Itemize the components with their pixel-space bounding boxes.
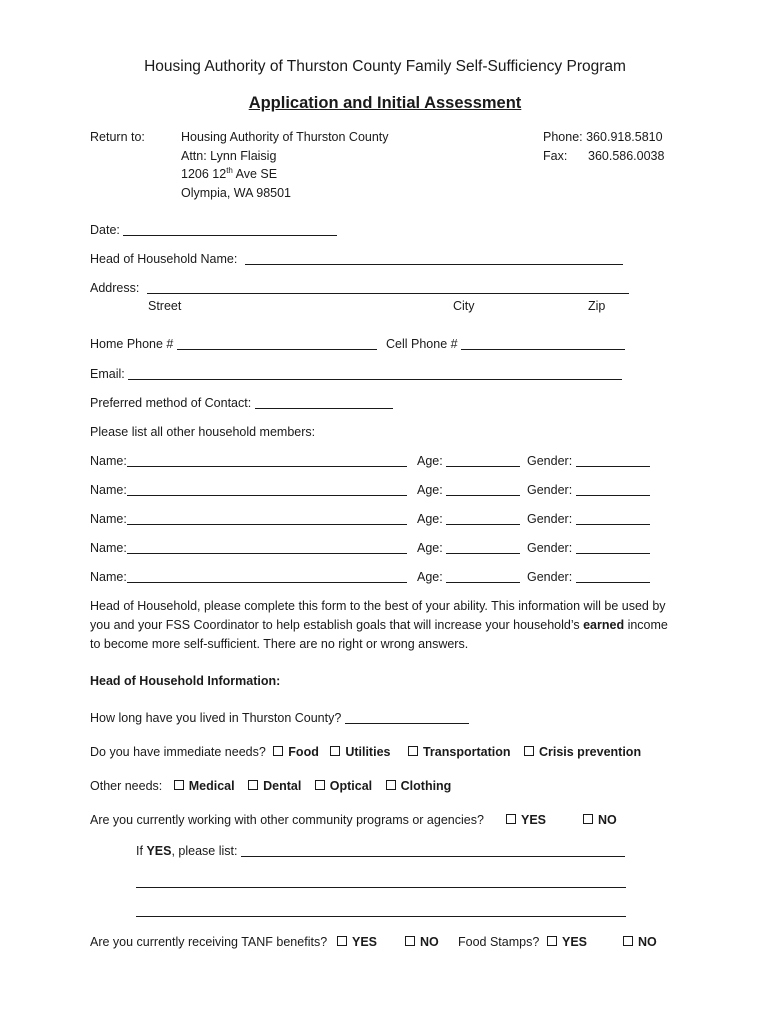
member-name-label: Name: bbox=[90, 483, 127, 497]
city-caption: City bbox=[453, 299, 475, 313]
need-label: Food bbox=[288, 745, 319, 759]
email-row bbox=[90, 368, 622, 381]
member-age bbox=[417, 513, 520, 526]
return-to-attn: Attn: Lynn Flaisig bbox=[181, 149, 277, 163]
other-option-medical[interactable] bbox=[174, 780, 235, 793]
phone-number: 360.918.5810 bbox=[586, 130, 663, 144]
need-label: Utilities bbox=[345, 745, 391, 759]
member-gender-label: Gender: bbox=[527, 570, 573, 584]
member-name-field[interactable] bbox=[127, 484, 407, 496]
street-number: 1206 12 bbox=[181, 167, 227, 181]
no-label: NO bbox=[598, 813, 617, 827]
contact-label: Preferred method of Contact: bbox=[90, 396, 252, 410]
other-needs-row bbox=[90, 780, 451, 793]
member-name-field[interactable] bbox=[127, 455, 407, 467]
home-phone-label: Home Phone # bbox=[90, 337, 174, 351]
checkbox-icon[interactable] bbox=[405, 936, 415, 946]
member-age-field[interactable] bbox=[446, 513, 520, 525]
member-gender-label: Gender: bbox=[527, 483, 573, 497]
contact-row bbox=[90, 397, 393, 410]
cell-phone-field[interactable] bbox=[461, 338, 625, 350]
tanf-no-option[interactable] bbox=[405, 936, 439, 949]
member-gender bbox=[527, 484, 650, 497]
member-name-label: Name: bbox=[90, 541, 127, 555]
fax-number: 360.586.0038 bbox=[588, 149, 665, 163]
other-option-optical[interactable] bbox=[315, 780, 372, 793]
member-gender-field[interactable] bbox=[576, 571, 650, 583]
member-age bbox=[417, 542, 520, 555]
no-label: NO bbox=[420, 935, 439, 949]
checkbox-icon[interactable] bbox=[337, 936, 347, 946]
date-field[interactable] bbox=[123, 224, 337, 236]
programs-list-line bbox=[136, 905, 626, 918]
member-gender-label: Gender: bbox=[527, 541, 573, 555]
lived-field[interactable] bbox=[345, 712, 469, 724]
address-field[interactable] bbox=[147, 282, 629, 294]
member-row bbox=[90, 484, 407, 497]
organization-name: Housing Authority of Thurston County Family Self-Sufficiency Program bbox=[144, 58, 626, 75]
checkbox-icon[interactable] bbox=[174, 780, 184, 790]
if-suffix: , please list: bbox=[171, 844, 238, 858]
programs-list-field[interactable] bbox=[241, 845, 625, 857]
street-suffix: th bbox=[226, 166, 233, 175]
other-label: Optical bbox=[329, 779, 373, 793]
need-option-crisis[interactable] bbox=[524, 746, 641, 759]
return-to-label: Return to: bbox=[90, 130, 145, 144]
street-rest: Ave SE bbox=[232, 167, 278, 181]
date-row bbox=[90, 224, 337, 237]
checkbox-icon[interactable] bbox=[273, 746, 283, 756]
intro-bold: earned bbox=[583, 618, 625, 632]
if-prefix: If bbox=[136, 844, 143, 858]
food-stamps-question: Food Stamps? bbox=[458, 935, 540, 949]
return-to-name: Housing Authority of Thurston County bbox=[181, 130, 389, 144]
member-age bbox=[417, 455, 520, 468]
yes-label: YES bbox=[562, 935, 588, 949]
section-heading: Head of Household Information: bbox=[90, 674, 281, 688]
member-row bbox=[90, 542, 407, 555]
member-gender-label: Gender: bbox=[527, 454, 573, 468]
programs-yes-option[interactable] bbox=[506, 814, 546, 827]
programs-list-field-3[interactable] bbox=[136, 905, 626, 917]
if-yes-row bbox=[136, 845, 625, 858]
member-row bbox=[90, 571, 407, 584]
tanf-question: Are you currently receiving TANF benefits? bbox=[90, 935, 328, 949]
member-name-label: Name: bbox=[90, 512, 127, 526]
need-label: Crisis prevention bbox=[538, 745, 642, 759]
lived-row bbox=[90, 712, 469, 725]
member-gender-field[interactable] bbox=[576, 484, 650, 496]
member-age-field[interactable] bbox=[446, 571, 520, 583]
member-name-label: Name: bbox=[90, 570, 127, 584]
address-row bbox=[90, 282, 629, 295]
member-gender bbox=[527, 571, 650, 584]
other-label: Medical bbox=[188, 779, 235, 793]
member-gender bbox=[527, 542, 650, 555]
tanf-yes-option[interactable] bbox=[337, 936, 377, 949]
member-row bbox=[90, 513, 407, 526]
member-age-field[interactable] bbox=[446, 455, 520, 467]
member-gender bbox=[527, 455, 650, 468]
programs-question: Are you currently working with other community programs or agencies? bbox=[90, 813, 484, 827]
programs-list-field-2[interactable] bbox=[136, 876, 626, 888]
member-gender-field[interactable] bbox=[576, 455, 650, 467]
member-age bbox=[417, 571, 520, 584]
checkbox-icon[interactable] bbox=[315, 780, 325, 790]
zip-caption: Zip bbox=[588, 299, 606, 313]
member-age bbox=[417, 484, 520, 497]
member-row bbox=[90, 455, 407, 468]
needs-question: Do you have immediate needs? bbox=[90, 745, 266, 759]
member-age-label: Age: bbox=[417, 483, 443, 497]
food-yes-option[interactable] bbox=[547, 936, 587, 949]
need-option-utilities[interactable] bbox=[330, 746, 390, 759]
member-age-label: Age: bbox=[417, 512, 443, 526]
address-label: Address: bbox=[90, 281, 140, 295]
checkbox-icon[interactable] bbox=[583, 814, 593, 824]
phone-label: Phone: bbox=[543, 130, 583, 144]
home-phone-row bbox=[90, 338, 377, 351]
head-name-row bbox=[90, 253, 623, 266]
no-label: NO bbox=[638, 935, 657, 949]
checkbox-icon[interactable] bbox=[248, 780, 258, 790]
other-needs-question: Other needs: bbox=[90, 779, 163, 793]
member-name-field[interactable] bbox=[127, 571, 407, 583]
needs-row bbox=[90, 746, 641, 759]
head-name-field[interactable] bbox=[245, 253, 623, 265]
member-age-field[interactable] bbox=[446, 542, 520, 554]
members-label: Please list all other household members: bbox=[90, 425, 316, 439]
checkbox-icon[interactable] bbox=[330, 746, 340, 756]
checkbox-icon[interactable] bbox=[408, 746, 418, 756]
yes-label: YES bbox=[521, 813, 547, 827]
need-option-food[interactable] bbox=[273, 746, 319, 759]
lived-question: How long have you lived in Thurston County? bbox=[90, 711, 342, 725]
programs-no-option[interactable] bbox=[583, 814, 617, 827]
street-caption: Street bbox=[148, 299, 182, 313]
checkbox-icon[interactable] bbox=[623, 936, 633, 946]
contact-field[interactable] bbox=[255, 397, 393, 409]
member-name-field[interactable] bbox=[127, 513, 407, 525]
fax-label: Fax: bbox=[543, 149, 568, 163]
member-age-label: Age: bbox=[417, 541, 443, 555]
checkbox-icon[interactable] bbox=[506, 814, 516, 824]
other-option-clothing[interactable] bbox=[386, 780, 452, 793]
other-label: Clothing bbox=[400, 779, 452, 793]
home-phone-field[interactable] bbox=[177, 338, 377, 350]
food-no-option[interactable] bbox=[623, 936, 657, 949]
member-age-label: Age: bbox=[417, 570, 443, 584]
member-gender-field[interactable] bbox=[576, 542, 650, 554]
cell-phone-label: Cell Phone # bbox=[386, 337, 458, 351]
return-to-city: Olympia, WA 98501 bbox=[181, 186, 292, 200]
member-age-field[interactable] bbox=[446, 484, 520, 496]
member-name-field[interactable] bbox=[127, 542, 407, 554]
intro-paragraph bbox=[90, 597, 680, 654]
phone-line bbox=[543, 131, 663, 144]
member-gender bbox=[527, 513, 650, 526]
form-title bbox=[0, 95, 770, 112]
member-gender-label: Gender: bbox=[527, 512, 573, 526]
other-option-dental[interactable] bbox=[248, 780, 301, 793]
member-gender-field[interactable] bbox=[576, 513, 650, 525]
other-label: Dental bbox=[263, 779, 302, 793]
checkbox-icon[interactable] bbox=[386, 780, 396, 790]
head-name-label: Head of Household Name: bbox=[90, 252, 238, 266]
intro-text-2: income to become more self-sufficient. There are no right or wrong answers. bbox=[90, 618, 668, 651]
form-title-text: Application and Initial Assessment bbox=[248, 94, 522, 112]
email-label: Email: bbox=[90, 367, 125, 381]
need-option-transportation[interactable] bbox=[408, 746, 511, 759]
checkbox-icon[interactable] bbox=[547, 936, 557, 946]
member-age-label: Age: bbox=[417, 454, 443, 468]
intro-text-1: Head of Household, please complete this form to the best of your ability. This information will be used by you and your FSS Coordinator to help establish goals that will increase your household’s bbox=[90, 599, 666, 632]
checkbox-icon[interactable] bbox=[524, 746, 534, 756]
email-field[interactable] bbox=[128, 368, 622, 380]
programs-list-line bbox=[136, 876, 626, 889]
cell-phone-row bbox=[386, 338, 625, 351]
return-to-street bbox=[181, 168, 277, 181]
if-yes-bold: YES bbox=[146, 844, 172, 858]
need-label: Transportation bbox=[422, 745, 511, 759]
member-name-label: Name: bbox=[90, 454, 127, 468]
yes-label: YES bbox=[352, 935, 378, 949]
date-label: Date: bbox=[90, 223, 120, 237]
